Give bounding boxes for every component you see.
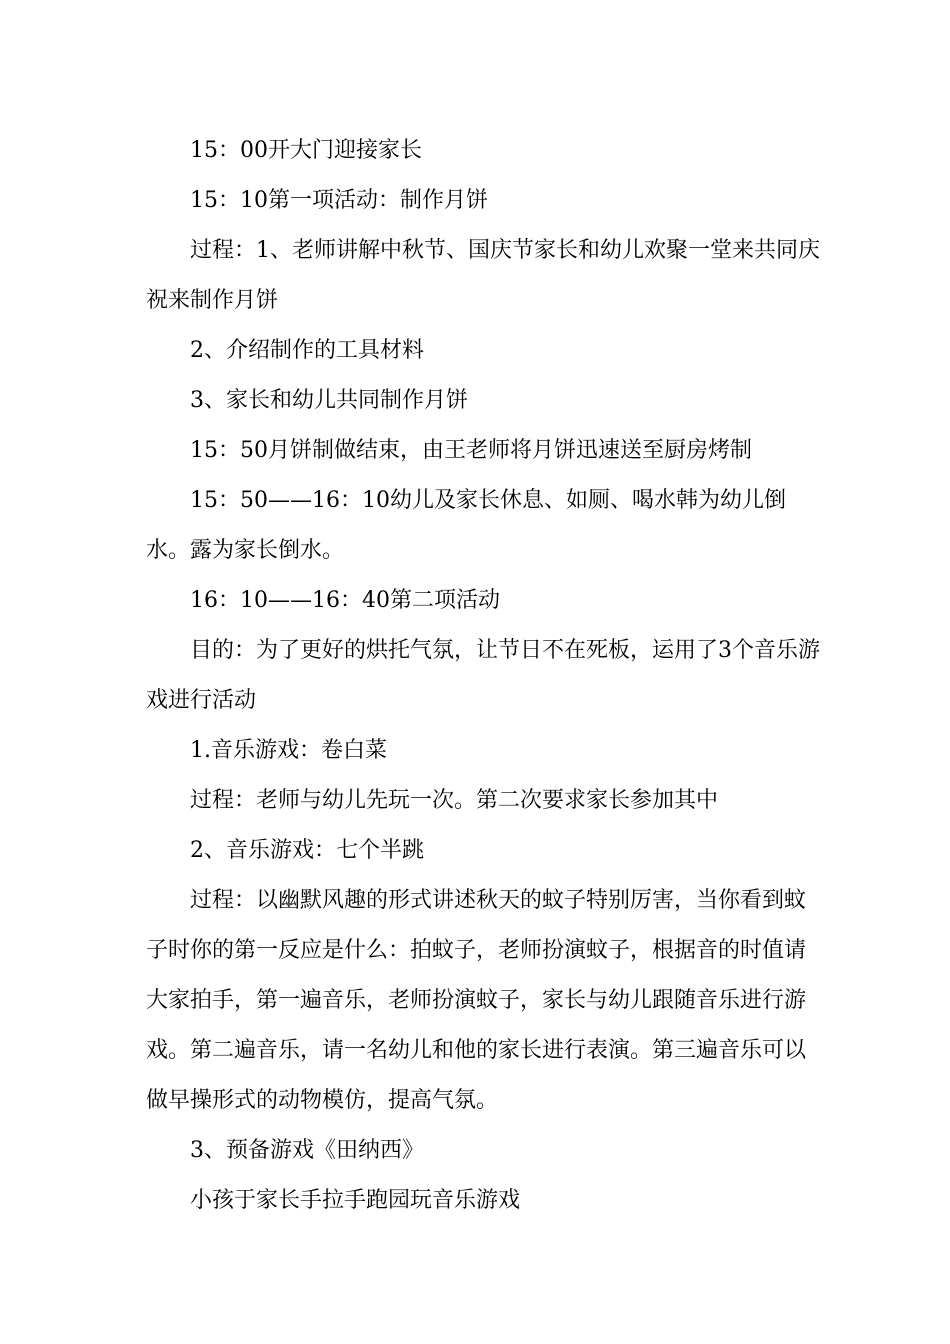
paragraph-game-two: 2、音乐游戏：七个半跳 bbox=[190, 838, 424, 863]
paragraph-baking: 15：50月饼制做结束，由王老师将月饼迅速送至厨房烤制 bbox=[190, 438, 752, 463]
paragraph-game-one-process: 过程：老师与幼儿先玩一次。第二次要求家长参加其中 bbox=[190, 788, 719, 813]
paragraph-make-mooncakes: 3、家长和幼儿共同制作月饼 bbox=[190, 388, 468, 413]
paragraph-activity-one: 15：10第一项活动：制作月饼 bbox=[190, 188, 488, 213]
paragraph-final-game: 小孩于家长手拉手跑园玩音乐游戏 bbox=[190, 1188, 521, 1213]
paragraph-break: 15：50——16：10幼儿及家长休息、如厕、喝水韩为幼儿倒水。露为家长倒水。 bbox=[146, 488, 786, 563]
paragraph-process-explain: 过程：1、老师讲解中秋节、国庆节家长和幼儿欢聚一堂来共同庆祝来制作月饼 bbox=[146, 238, 820, 313]
paragraph-game-three: 3、预备游戏《田纳西》 bbox=[190, 1138, 424, 1163]
paragraph-open-gate: 15：00开大门迎接家长 bbox=[190, 138, 422, 163]
paragraph-tools-materials: 2、介绍制作的工具材料 bbox=[190, 338, 424, 363]
paragraph-game-two-process: 过程：以幽默风趣的形式讲述秋天的蚊子特别厉害，当你看到蚊子时你的第一反应是什么：拍蚊子，老师扮演蚊子，根据音的时值请大家拍手，第一遍音乐，老师扮演蚊子，家长与幼儿跟随音乐进行游戏。第二遍音乐，请一名幼儿和他的家长进行表演。第三遍音乐可以做早操形式的动物模仿，提高气氛。 bbox=[146, 888, 807, 1113]
paragraph-game-one: 1.音乐游戏：卷白菜 bbox=[190, 738, 387, 763]
document-body bbox=[146, 126, 826, 1226]
paragraph-purpose: 目的：为了更好的烘托气氛，让节日不在死板，运用了3个音乐游戏进行活动 bbox=[146, 638, 820, 713]
paragraph-activity-two: 16：10——16：40第二项活动 bbox=[190, 588, 500, 613]
